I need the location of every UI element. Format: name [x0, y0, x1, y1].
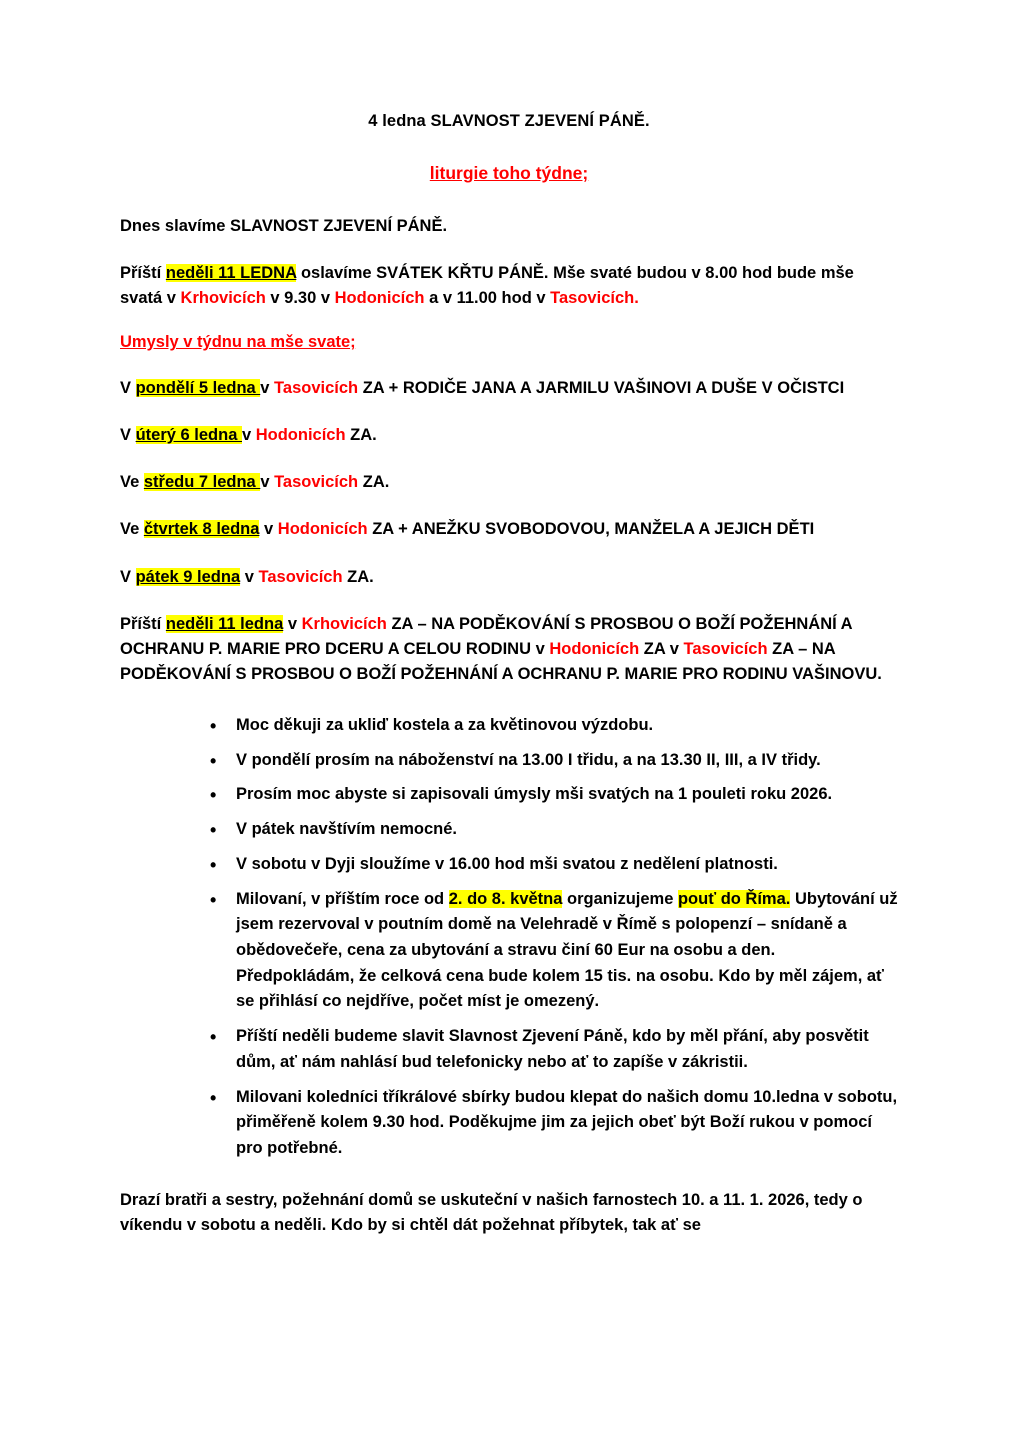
highlight-date: středu 7 ledna: [143, 473, 261, 492]
text-mid: v: [259, 520, 278, 539]
text-tail: ZA + RODIČE JANA A JARMILU VAŠINOVI A DUŠE V OČISTCI: [358, 379, 845, 398]
section-heading-intentions: Umysly v týdnu na mše svate;: [120, 333, 356, 352]
list-item-text: V pátek navštívím nemocné.: [236, 820, 458, 839]
text-mid: v: [240, 567, 259, 586]
text-mid: v: [260, 473, 275, 492]
list-item: [210, 1024, 898, 1075]
list-item: [210, 748, 898, 774]
intention-row: [120, 470, 898, 495]
text-lead: Ve: [120, 473, 144, 492]
place-name: Hodonicích: [277, 520, 368, 539]
text-tail: ZA + ANEŽKU SVOBODOVOU, MANŽELA A JEJICH DĚTI: [367, 520, 815, 539]
text-mid-1: oslavíme SVÁTEK KŘTU PÁNĚ. Mše svaté budou v 8.00 hod bude mše svatá v: [120, 264, 854, 308]
highlight-dates: 2. do 8. května: [448, 889, 563, 908]
place-hodonice: Hodonicích: [549, 639, 640, 658]
place-name: Tasovicích: [258, 567, 343, 586]
text-lead: Ve: [120, 520, 144, 539]
text-tail: ZA.: [342, 567, 374, 586]
text-tail: ZA.: [345, 426, 377, 445]
text-lead: Příští: [120, 614, 166, 633]
list-item-text-mid: organizujeme: [562, 889, 678, 908]
place-name: Hodonicích: [255, 426, 346, 445]
text-mid-3: ZA v: [639, 639, 684, 658]
place-tasovice: Tasovicích.: [550, 289, 639, 308]
list-item-text-pre: Milovaní, v příštím roce od: [236, 889, 449, 908]
text-mid-1: v: [283, 614, 302, 633]
list-item: [210, 817, 898, 843]
highlight-date: pátek 9 ledna: [135, 567, 241, 586]
place-tasovice: Tasovicích: [683, 639, 768, 658]
text-tail: ZA.: [358, 473, 390, 492]
highlight-date: neděli 11 LEDNA: [165, 264, 297, 283]
intention-row: [120, 423, 898, 448]
list-item-text: V pondělí prosím na náboženství na 13.00 I třidu, a na 13.30 II, III, a IV třidy.: [236, 750, 821, 769]
place-hodonice: Hodonicích: [334, 289, 425, 308]
text-mid-3: a v 11.00 hod v: [424, 289, 551, 308]
place-name: Tasovicích: [274, 379, 359, 398]
highlight-destination: pouť do Říma.: [677, 889, 791, 908]
text-mid-2: v 9.30 v: [265, 289, 335, 308]
list-item-text: Moc děkuji za ukliď kostela a za květinovou výzdobu.: [236, 715, 654, 734]
intention-row: [120, 376, 898, 401]
list-item: [210, 782, 898, 808]
text-mid: v: [241, 426, 256, 445]
intention-row: [120, 517, 898, 542]
list-item: [210, 713, 898, 739]
text-lead: V: [120, 426, 136, 445]
list-item-text-post: Ubytování už jsem rezervoval v poutním domě na Velehradě v Římě s polopenzí – snídaně a obědovečeře, cena za ubytování a stravu činí 60 Eur na osobu a den. Předpokládám, že celková cena bude kolem 15 tis. na osobu. Kdo by měl zájem, ať se přihlásí co nejdříve, počet míst je omezený.: [236, 889, 898, 1011]
text-mid: v: [260, 379, 275, 398]
paragraph-today: Dnes slavíme SLAVNOST ZJEVENÍ PÁNĚ.: [120, 217, 448, 235]
section-subtitle: liturgie toho týdne;: [429, 163, 589, 183]
text-lead: V: [120, 567, 136, 586]
place-name: Tasovicích: [274, 473, 359, 492]
text-mid-2: ZA – NA PODĚKOVÁNÍ S PROSBOU O BOŽÍ POŽEHNÁNÍ A OCHRANU P. MARIE PRO DCERU A CELOU RODINU v: [120, 614, 852, 658]
place-krhovice: Krhovicích: [180, 289, 266, 308]
highlight-date: čtvrtek 8 ledna: [143, 520, 260, 539]
text-lead: V: [120, 379, 136, 398]
announcement-list: [120, 713, 898, 1162]
highlight-date: pondělí 5 ledna: [135, 379, 261, 398]
list-item-text: Milovani koledníci tříkrálové sbírky budou klepat do našich domu 10.ledna v sobotu, přiměřeně kolem 9.30 hod. Poděkujme jim za jejich obeť být Boží rukou v pomocí pro potřebné.: [236, 1087, 898, 1158]
intention-row: [120, 565, 898, 590]
list-item-text: Příští neděli budeme slavit Slavnost Zjevení Páně, kdo by měl přání, aby posvětit dům, ať nám nahlásí bud telefonicky nebo ať to zapíše v zákristii.: [236, 1027, 869, 1071]
highlight-date: úterý 6 ledna: [135, 426, 242, 445]
paragraph-next-sunday: [120, 261, 898, 311]
list-item-pilgrimage: [210, 887, 898, 1016]
list-item-text: V sobotu v Dyji sloužíme v 16.00 hod mši svatou z nedělení platnosti.: [236, 854, 778, 873]
paragraph-sunday-intentions: [120, 612, 898, 687]
place-krhovice: Krhovicích: [301, 614, 387, 633]
list-item: [210, 1085, 898, 1162]
closing-paragraph: Drazí bratři a sestry, požehnání domů se uskuteční v našich farnostech 10. a 11. 1. 2026, tedy o víkendu v sobotu a neděli. Kdo by si chtěl dát požehnat příbytek, tak ať se: [120, 1190, 863, 1234]
text-tail: ZA – NA PODĚKOVÁNÍ S PROSBOU O BOŽÍ POŽEHNÁNÍ A OCHRANU P. MARIE PRO RODINU VAŠINOVU.: [120, 639, 882, 683]
text-lead: Příští: [120, 264, 166, 283]
page-title: 4 ledna SLAVNOST ZJEVENÍ PÁNĚ.: [368, 112, 650, 130]
list-item-text: Prosím moc abyste si zapisovali úmysly mši svatých na 1 pouleti roku 2026.: [236, 785, 833, 804]
highlight-date: neděli 11 ledna: [165, 614, 284, 633]
list-item: [210, 852, 898, 878]
